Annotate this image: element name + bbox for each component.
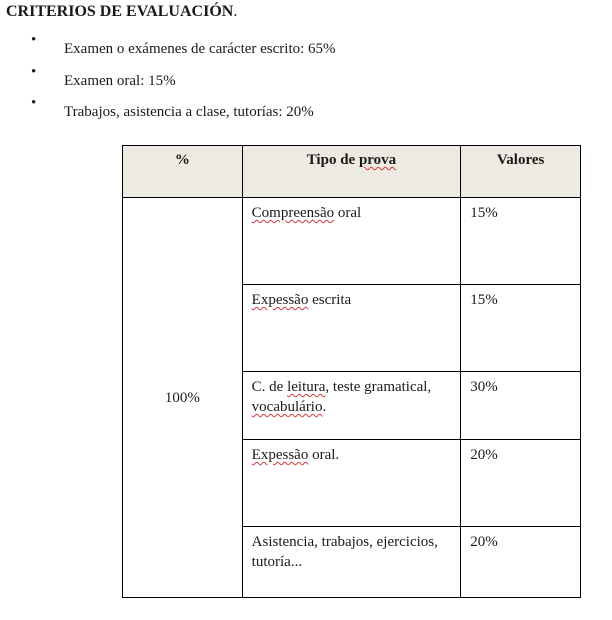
list-item [0,64,600,96]
list-item [0,95,600,127]
criteria-item-assignments: Trabajos, asistencia a clase, tutorías: 20% [64,104,314,120]
tipo-text: , teste gramatical, [325,379,432,395]
heading-period: . [233,3,238,20]
evaluation-table [122,145,581,598]
header-tipo-text: Tipo de [306,152,359,168]
tipo-text: oral. [308,447,340,463]
header-prova-text: prova [358,152,397,168]
heading-text: CRITERIOS DE EVALUACIÓN [6,3,234,20]
tipo-cell [242,198,461,285]
tipo-text: escrita [308,292,352,308]
table-header-row [123,146,581,198]
tipo-text-spellchecked: Compreensão [251,205,335,221]
tipo-text-spellchecked: Expessão [251,447,309,463]
tipo-text-spellchecked: Expessão [251,292,309,308]
criteria-item-written-exam: Examen o exámenes de carácter escrito: 65% [64,41,336,57]
header-percent: % [123,146,243,198]
criteria-item-oral-exam: Examen oral: 15% [64,73,176,89]
bullet-icon: • [31,95,37,111]
valor-cell: 20% [461,440,581,527]
valor-cell: 30% [461,372,581,440]
tipo-text: . [322,399,327,415]
valor-cell: 15% [461,198,581,285]
table-row [123,198,581,285]
tipo-text-spellchecked: vocabulário [251,399,323,415]
tipo-text: oral [334,205,362,221]
bullet-icon: • [31,64,37,80]
valor-cell: 15% [461,285,581,372]
total-percent-cell: 100% [123,198,243,598]
section-heading [6,2,237,22]
tipo-cell [242,285,461,372]
list-item [0,32,600,64]
valor-cell: 20% [461,527,581,598]
tipo-text-spellchecked: leitura [287,379,326,395]
tipo-cell: Asistencia, trabajos, ejercicios, tutoría... [242,527,461,598]
tipo-text: C. de [251,379,288,395]
header-tipo-de-prova [242,146,461,198]
header-valores: Valores [461,146,581,198]
tipo-cell [242,372,461,440]
tipo-cell [242,440,461,527]
bullet-icon: • [31,32,37,48]
